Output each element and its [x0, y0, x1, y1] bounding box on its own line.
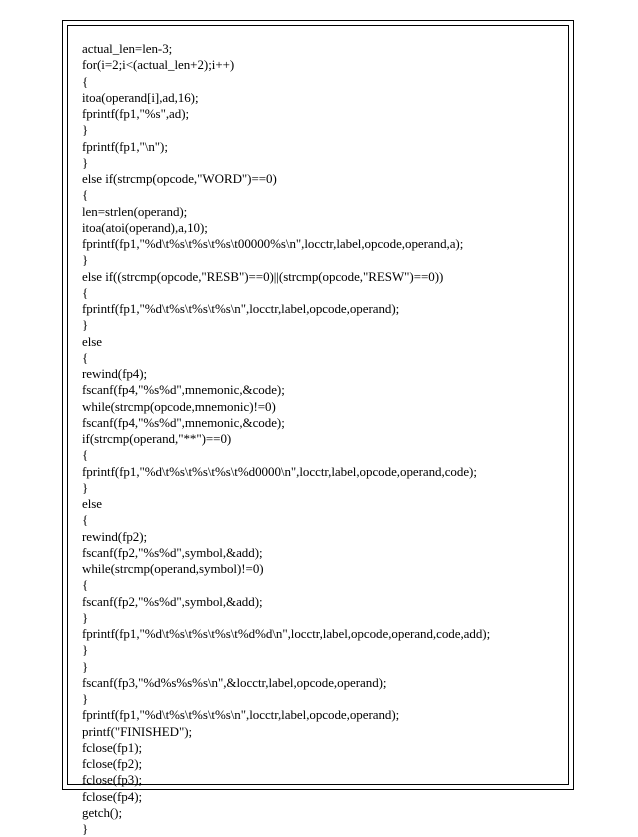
- code-line: }: [82, 252, 89, 268]
- code-line: itoa(atoi(operand),a,10);: [82, 219, 208, 235]
- code-line: }: [82, 658, 89, 674]
- code-line: }: [82, 691, 89, 706]
- code-line: {: [82, 187, 89, 203]
- code-line: fscanf(fp2,"%s%d",symbol,&add);: [82, 593, 263, 609]
- code-line: fprintf(fp1,"%d\t%s\t%s\t%s\n",locctr,label,opcode,operand);: [82, 707, 400, 723]
- code-line: fclose(fp4);: [82, 788, 143, 804]
- code-line: len=strlen(operand);: [82, 203, 188, 219]
- code-line: fprintf(fp1,"%d\t%s\t%s\t%s\n",locctr,label,opcode,operand);: [82, 301, 400, 316]
- code-line: fclose(fp3);: [82, 772, 143, 788]
- code-line: }: [82, 154, 89, 170]
- code-line: fprintf(fp1,"\n");: [82, 138, 168, 154]
- code-line: else: [82, 496, 103, 511]
- code-line: fscanf(fp2,"%s%d",symbol,&add);: [82, 544, 263, 560]
- code-line: for(i=2;i<(actual_len+2);i++): [82, 57, 235, 73]
- code-line: else: [82, 333, 103, 349]
- code-line: {: [82, 447, 89, 463]
- code-line: else if(strcmp(opcode,"WORD")==0): [82, 171, 277, 186]
- code-line: }: [82, 122, 89, 138]
- code-line: }: [82, 479, 89, 495]
- code-line: {: [82, 512, 89, 528]
- code-line: {: [82, 284, 89, 300]
- code-line: fclose(fp1);: [82, 739, 143, 755]
- code-line: fprintf(fp1,"%d\t%s\t%s\t%s\t%d%d\n",locctr,label,opcode,operand,code,add);: [82, 626, 491, 641]
- code-line: while(strcmp(opcode,mnemonic)!=0): [82, 398, 276, 414]
- code-listing: [82, 41, 562, 837]
- code-line: }: [82, 609, 89, 625]
- code-line: {: [82, 73, 89, 89]
- code-line: {: [82, 577, 89, 593]
- code-line: fclose(fp2);: [82, 756, 143, 771]
- code-line: fprintf(fp1,"%d\t%s\t%s\t%s\t%d0000\n",locctr,label,opcode,operand,code);: [82, 463, 477, 479]
- code-line: }: [82, 642, 89, 658]
- code-line: fprintf(fp1,"%d\t%s\t%s\t%s\t00000%s\n",locctr,label,opcode,operand,a);: [82, 236, 464, 251]
- code-line: printf("FINISHED");: [82, 723, 193, 739]
- code-line: rewind(fp2);: [82, 528, 148, 544]
- code-line: actual_len=len-3;: [82, 41, 173, 56]
- code-line: else if((strcmp(opcode,"RESB")==0)||(strcmp(opcode,"RESW")==0)): [82, 268, 444, 284]
- code-line: if(strcmp(operand,"**")==0): [82, 431, 232, 446]
- code-line: }: [82, 317, 89, 333]
- code-line: fscanf(fp4,"%s%d",mnemonic,&code);: [82, 382, 285, 398]
- code-line: {: [82, 349, 89, 365]
- code-line: fscanf(fp4,"%s%d",mnemonic,&code);: [82, 414, 285, 430]
- code-line: fprintf(fp1,"%s",ad);: [82, 106, 190, 121]
- code-line: getch();: [82, 804, 123, 820]
- code-line: itoa(operand[i],ad,16);: [82, 89, 199, 105]
- code-line: while(strcmp(operand,symbol)!=0): [82, 561, 264, 576]
- code-line: }: [82, 821, 89, 836]
- code-line: fscanf(fp3,"%d%s%s%s\n",&locctr,label,opcode,operand);: [82, 674, 387, 690]
- code-line: rewind(fp4);: [82, 366, 148, 381]
